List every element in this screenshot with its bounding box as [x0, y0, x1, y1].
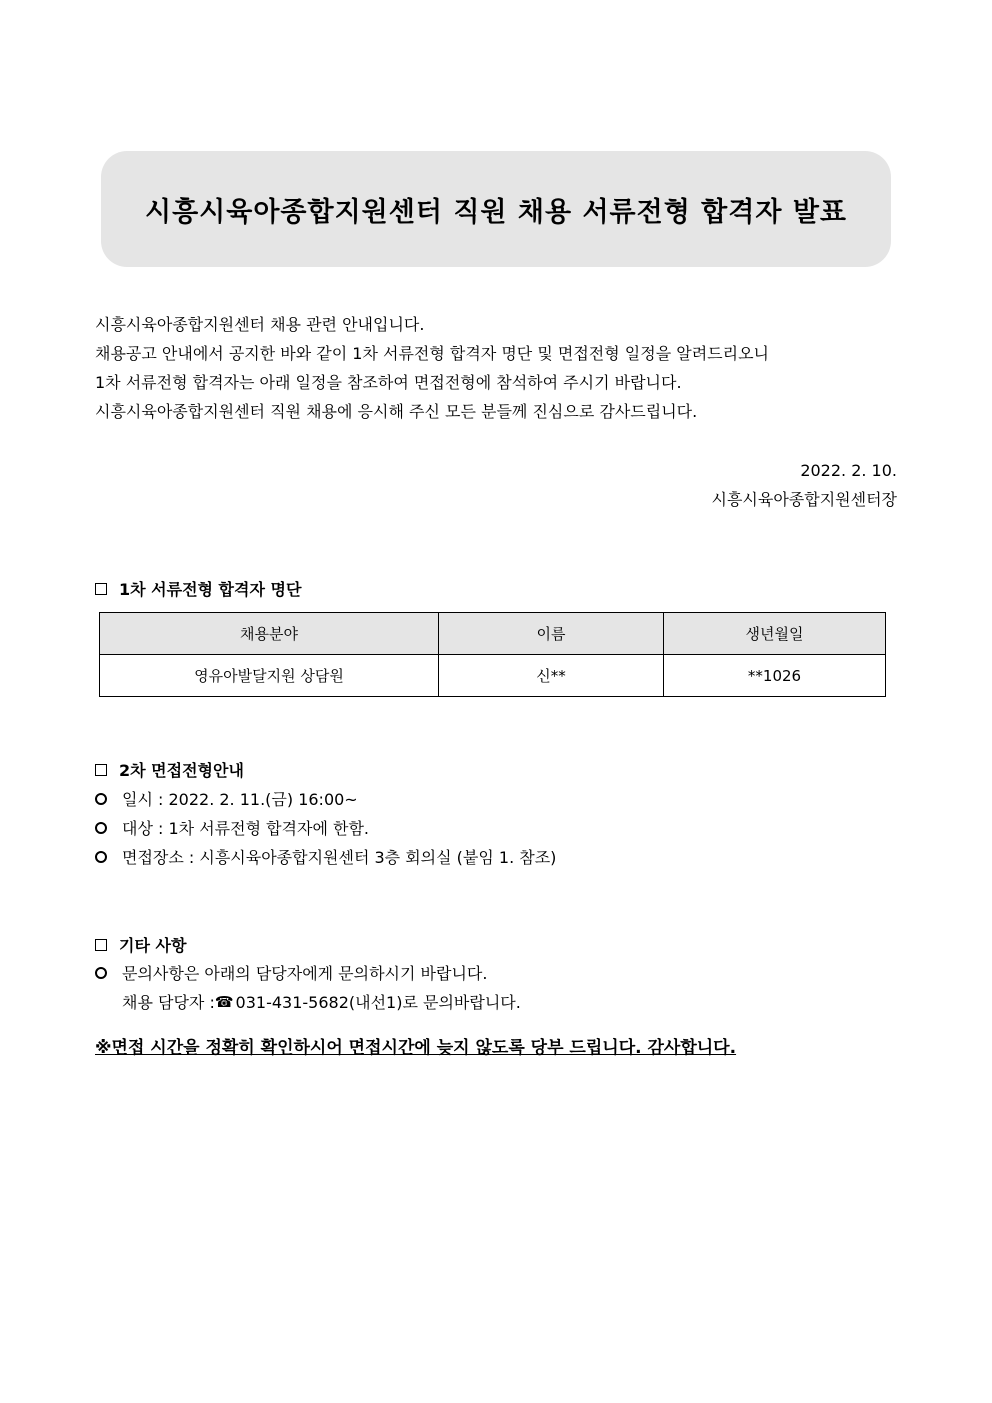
contact-line [95, 987, 521, 1016]
list-item [95, 842, 556, 871]
other-info-list [95, 958, 521, 1016]
checkbox-square-icon [95, 764, 107, 776]
checkbox-square-icon [95, 583, 107, 595]
circle-bullet-icon [95, 967, 107, 979]
circle-bullet-icon [95, 851, 107, 863]
contact-prefix: 채용 담당자 : [122, 993, 215, 1012]
contact-text: 031-431-5682(내선1)로 문의바랍니다. [235, 993, 521, 1012]
column-header: 생년월일 [664, 613, 886, 655]
intro-text [95, 310, 905, 426]
title-box [101, 151, 891, 267]
section2-title: 2차 면접전형안내 [119, 761, 244, 780]
issue-date: 2022. 2. 10. [800, 461, 897, 480]
list-item-text: 대상 : 1차 서류전형 합격자에 한함. [122, 819, 370, 838]
phone-icon: ☎ [214, 992, 234, 1011]
date-block [712, 456, 897, 514]
notice-text: ※면접 시간을 정확히 확인하시어 면접시간에 늦지 않도록 당부 드립니다. 감사합니다. [95, 1038, 737, 1058]
intro-line: 1차 서류전형 합격자는 아래 일정을 참조하여 면접전형에 참석하여 주시기 바랍니다. [95, 373, 682, 392]
section1-heading [95, 577, 301, 600]
issuer: 시흥시육아종합지원센터장 [711, 490, 897, 509]
interview-info-list [95, 784, 556, 871]
section1-title: 1차 서류전형 합격자 명단 [119, 580, 302, 599]
table-header-row [100, 613, 886, 655]
section2-heading [95, 758, 244, 781]
section3-title: 기타 사항 [119, 936, 187, 955]
table-cell: **1026 [664, 655, 886, 697]
result-table [99, 612, 886, 697]
page-title: 시흥시육아종합지원센터 직원 채용 서류전형 합격자 발표 [145, 196, 847, 228]
table-cell: 신** [439, 655, 664, 697]
list-item [95, 813, 556, 842]
list-item [95, 784, 556, 813]
checkbox-square-icon [95, 939, 107, 951]
list-item [95, 958, 521, 987]
table-cell: 영유아발달지원 상담원 [100, 655, 439, 697]
circle-bullet-icon [95, 793, 107, 805]
list-item-text: 면접장소 : 시흥시육아종합지원센터 3층 회의실 (붙임 1. 참조) [122, 848, 557, 867]
list-item-text: 문의사항은 아래의 담당자에게 문의하시기 바랍니다. [122, 964, 488, 983]
intro-line: 채용공고 안내에서 공지한 바와 같이 1차 서류전형 합격자 명단 및 면접전형 일정을 알려드리오니 [95, 344, 769, 363]
circle-bullet-icon [95, 822, 107, 834]
section3-heading [95, 933, 186, 956]
column-header: 채용분야 [100, 613, 439, 655]
table-row [100, 655, 886, 697]
intro-line: 시흥시육아종합지원센터 채용 관련 안내입니다. [95, 315, 425, 334]
column-header: 이름 [439, 613, 664, 655]
list-item-text: 일시 : 2022. 2. 11.(금) 16:00~ [122, 790, 358, 809]
intro-line: 시흥시육아종합지원센터 직원 채용에 응시해 주신 모든 분들께 진심으로 감사드립니다. [95, 402, 698, 421]
